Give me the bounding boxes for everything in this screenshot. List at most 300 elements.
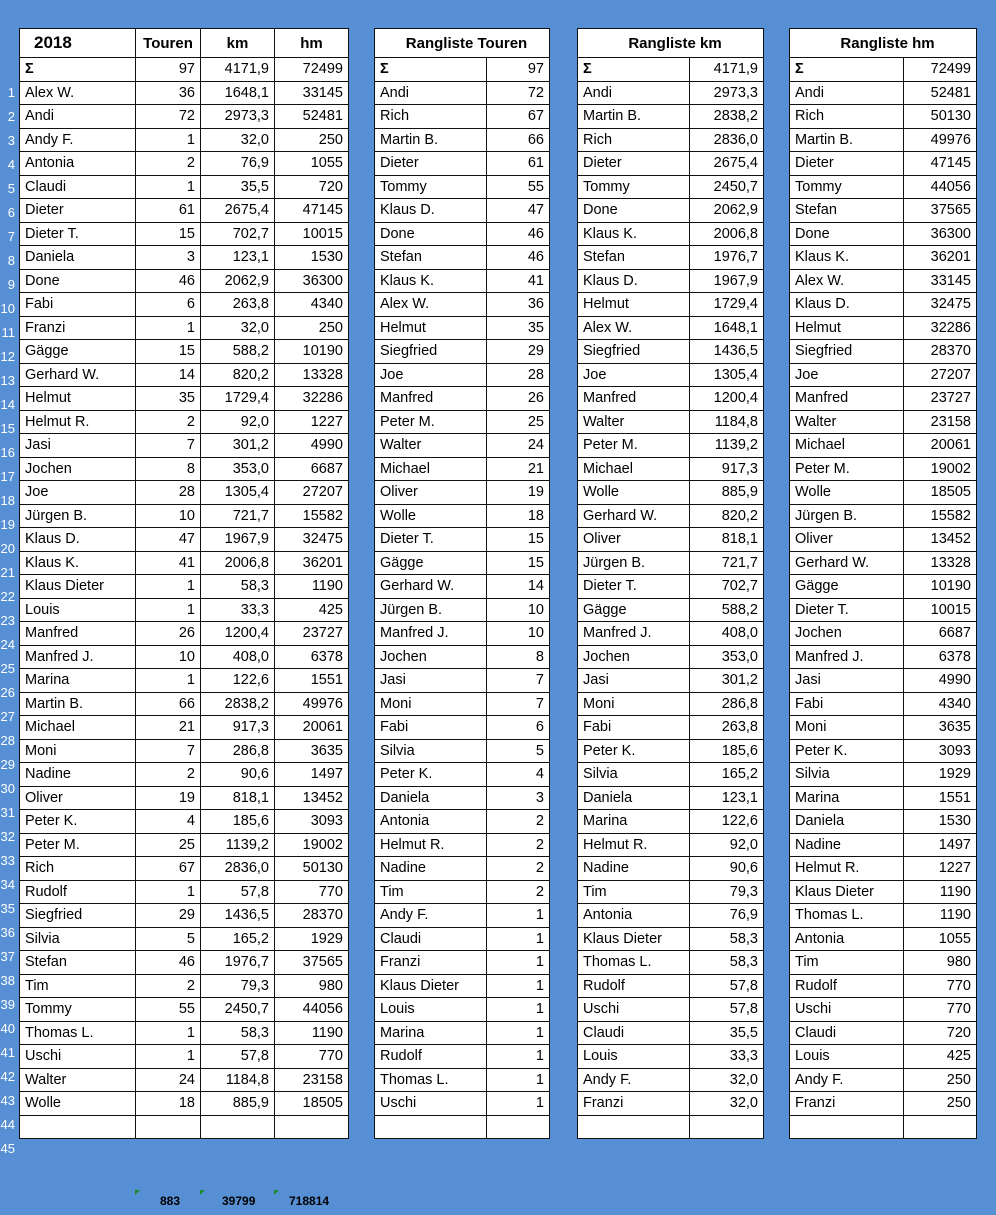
km-cell[interactable] <box>201 1115 275 1139</box>
rank-value-cell[interactable]: 61 <box>487 152 550 176</box>
rank-value-cell[interactable]: 6687 <box>904 622 977 646</box>
rank-value-cell[interactable]: 2450,7 <box>690 175 764 199</box>
rank-value-cell[interactable]: 76,9 <box>690 904 764 928</box>
rank-value-cell[interactable]: 19 <box>487 481 550 505</box>
hm-cell[interactable]: 770 <box>275 880 349 904</box>
name-cell[interactable]: Done <box>20 269 136 293</box>
rank-value-cell[interactable]: 47145 <box>904 152 977 176</box>
rank-name-cell[interactable]: Dieter <box>790 152 904 176</box>
header-hm[interactable]: hm <box>275 29 349 58</box>
rank-name-cell[interactable]: Siegfried <box>375 340 487 364</box>
rank-name-cell[interactable]: Daniela <box>375 786 487 810</box>
touren-cell[interactable]: 55 <box>136 998 201 1022</box>
rank-value-cell[interactable]: 1967,9 <box>690 269 764 293</box>
rank-value-cell[interactable]: 18 <box>487 504 550 528</box>
rank-name-cell[interactable]: Thomas L. <box>375 1068 487 1092</box>
rank-value-cell[interactable]: 32475 <box>904 293 977 317</box>
rank-value-cell[interactable]: 770 <box>904 974 977 998</box>
rank-name-cell[interactable]: Rudolf <box>375 1045 487 1069</box>
rank-name-cell[interactable]: Wolle <box>578 481 690 505</box>
rank-name-cell[interactable]: Rich <box>578 128 690 152</box>
rank-name-cell[interactable]: Antonia <box>375 810 487 834</box>
rank-value-cell[interactable]: 10 <box>487 598 550 622</box>
km-cell[interactable]: 58,3 <box>201 575 275 599</box>
rank-name-cell[interactable]: Jochen <box>790 622 904 646</box>
hm-cell[interactable]: 32286 <box>275 387 349 411</box>
name-cell[interactable]: Daniela <box>20 246 136 270</box>
rank-name-cell[interactable]: Helmut <box>578 293 690 317</box>
rank-name-cell[interactable]: Martin B. <box>578 105 690 129</box>
touren-cell[interactable]: 2 <box>136 974 201 998</box>
name-cell[interactable]: Thomas L. <box>20 1021 136 1045</box>
rank-value-cell[interactable]: 15582 <box>904 504 977 528</box>
rank-name-cell[interactable]: Marina <box>375 1021 487 1045</box>
hm-cell[interactable]: 1551 <box>275 669 349 693</box>
rank-name-cell[interactable]: Louis <box>375 998 487 1022</box>
rank-name-cell[interactable]: Claudi <box>790 1021 904 1045</box>
rank-km-sum-symbol[interactable]: Σ <box>578 58 690 82</box>
name-cell[interactable]: Dieter <box>20 199 136 223</box>
rank-name-cell[interactable]: Gägge <box>578 598 690 622</box>
rank-name-cell[interactable]: Moni <box>578 692 690 716</box>
rank-value-cell[interactable]: 2062,9 <box>690 199 764 223</box>
rank-value-cell[interactable]: 1436,5 <box>690 340 764 364</box>
name-cell[interactable]: Jochen <box>20 457 136 481</box>
rank-name-cell[interactable]: Joe <box>790 363 904 387</box>
touren-cell[interactable]: 35 <box>136 387 201 411</box>
touren-cell[interactable]: 46 <box>136 951 201 975</box>
rank-value-cell[interactable]: 2 <box>487 857 550 881</box>
touren-cell[interactable]: 7 <box>136 739 201 763</box>
rank-name-cell[interactable]: Done <box>790 222 904 246</box>
rank-name-cell[interactable]: Helmut <box>375 316 487 340</box>
hm-cell[interactable]: 770 <box>275 1045 349 1069</box>
rank-value-cell[interactable]: 57,8 <box>690 998 764 1022</box>
rank-value-cell[interactable]: 4340 <box>904 692 977 716</box>
rank-name-cell[interactable]: Stefan <box>375 246 487 270</box>
rank-name-cell[interactable]: Klaus D. <box>578 269 690 293</box>
rank-value-cell[interactable]: 917,3 <box>690 457 764 481</box>
rank-value-cell[interactable]: 90,6 <box>690 857 764 881</box>
hm-cell[interactable] <box>275 1115 349 1139</box>
rank-name-cell[interactable]: Franzi <box>375 951 487 975</box>
rank-name-cell[interactable]: Nadine <box>578 857 690 881</box>
touren-cell[interactable]: 2 <box>136 410 201 434</box>
rank-name-cell[interactable]: Oliver <box>578 528 690 552</box>
header-touren[interactable]: Touren <box>136 29 201 58</box>
rank-name-cell[interactable]: Louis <box>578 1045 690 1069</box>
rank-name-cell[interactable]: Dieter T. <box>790 598 904 622</box>
km-cell[interactable]: 286,8 <box>201 739 275 763</box>
rank-value-cell[interactable]: 37565 <box>904 199 977 223</box>
rank-name-cell[interactable]: Claudi <box>578 1021 690 1045</box>
rank-value-cell[interactable]: 72 <box>487 81 550 105</box>
hm-cell[interactable]: 6378 <box>275 645 349 669</box>
touren-cell[interactable]: 1 <box>136 175 201 199</box>
rank-value-cell[interactable] <box>487 1115 550 1139</box>
rank-value-cell[interactable]: 58,3 <box>690 927 764 951</box>
touren-cell[interactable]: 67 <box>136 857 201 881</box>
rank-value-cell[interactable]: 165,2 <box>690 763 764 787</box>
rank-name-cell[interactable]: Moni <box>790 716 904 740</box>
rank-name-cell[interactable]: Gerhard W. <box>790 551 904 575</box>
rank-name-cell[interactable]: Klaus D. <box>790 293 904 317</box>
rank-name-cell[interactable]: Martin B. <box>790 128 904 152</box>
hm-cell[interactable]: 250 <box>275 316 349 340</box>
km-cell[interactable]: 721,7 <box>201 504 275 528</box>
rank-name-cell[interactable]: Jürgen B. <box>578 551 690 575</box>
rank-value-cell[interactable]: 32286 <box>904 316 977 340</box>
rank-value-cell[interactable]: 47 <box>487 199 550 223</box>
rank-name-cell[interactable]: Walter <box>790 410 904 434</box>
km-cell[interactable]: 2973,3 <box>201 105 275 129</box>
rank-value-cell[interactable]: 52481 <box>904 81 977 105</box>
rank-touren-sum-value[interactable]: 97 <box>487 58 550 82</box>
rank-name-cell[interactable]: Alex W. <box>578 316 690 340</box>
hm-cell[interactable]: 18505 <box>275 1092 349 1116</box>
km-cell[interactable]: 1967,9 <box>201 528 275 552</box>
rank-value-cell[interactable]: 35,5 <box>690 1021 764 1045</box>
km-cell[interactable]: 1305,4 <box>201 481 275 505</box>
rank-touren-title[interactable]: Rangliste Touren <box>375 29 550 58</box>
rank-value-cell[interactable]: 10 <box>487 622 550 646</box>
rank-value-cell[interactable]: 1184,8 <box>690 410 764 434</box>
rank-value-cell[interactable]: 1055 <box>904 927 977 951</box>
rank-name-cell[interactable]: Wolle <box>790 481 904 505</box>
rank-value-cell[interactable]: 92,0 <box>690 833 764 857</box>
rank-name-cell[interactable]: Oliver <box>790 528 904 552</box>
touren-cell[interactable]: 25 <box>136 833 201 857</box>
rank-name-cell[interactable]: Tim <box>790 951 904 975</box>
hm-cell[interactable]: 36201 <box>275 551 349 575</box>
rank-name-cell[interactable]: Jochen <box>578 645 690 669</box>
rank-value-cell[interactable]: 26 <box>487 387 550 411</box>
rank-value-cell[interactable]: 66 <box>487 128 550 152</box>
km-cell[interactable]: 353,0 <box>201 457 275 481</box>
hm-cell[interactable]: 10015 <box>275 222 349 246</box>
rank-value-cell[interactable]: 1530 <box>904 810 977 834</box>
rank-name-cell[interactable]: Fabi <box>790 692 904 716</box>
name-cell[interactable]: Wolle <box>20 1092 136 1116</box>
rank-value-cell[interactable]: 58,3 <box>690 951 764 975</box>
rank-value-cell[interactable]: 1190 <box>904 880 977 904</box>
name-cell[interactable]: Jasi <box>20 434 136 458</box>
rank-name-cell[interactable]: Gägge <box>790 575 904 599</box>
rank-value-cell[interactable]: 1 <box>487 927 550 951</box>
name-cell[interactable]: Gerhard W. <box>20 363 136 387</box>
km-cell[interactable]: 122,6 <box>201 669 275 693</box>
rank-name-cell[interactable]: Rudolf <box>790 974 904 998</box>
name-cell[interactable]: Andi <box>20 105 136 129</box>
rank-name-cell[interactable]: Walter <box>375 434 487 458</box>
rank-value-cell[interactable]: 1976,7 <box>690 246 764 270</box>
rank-value-cell[interactable]: 1139,2 <box>690 434 764 458</box>
hm-cell[interactable]: 1227 <box>275 410 349 434</box>
rank-value-cell[interactable]: 50130 <box>904 105 977 129</box>
rank-value-cell[interactable]: 28370 <box>904 340 977 364</box>
rank-name-cell[interactable]: Done <box>375 222 487 246</box>
km-cell[interactable]: 33,3 <box>201 598 275 622</box>
name-cell[interactable] <box>20 1115 136 1139</box>
touren-cell[interactable]: 10 <box>136 504 201 528</box>
rank-name-cell[interactable]: Marina <box>578 810 690 834</box>
rank-name-cell[interactable]: Stefan <box>578 246 690 270</box>
name-cell[interactable]: Helmut <box>20 387 136 411</box>
hm-cell[interactable]: 20061 <box>275 716 349 740</box>
name-cell[interactable]: Rudolf <box>20 880 136 904</box>
touren-cell[interactable]: 72 <box>136 105 201 129</box>
rank-name-cell[interactable]: Michael <box>375 457 487 481</box>
km-cell[interactable]: 2450,7 <box>201 998 275 1022</box>
rank-name-cell[interactable]: Wolle <box>375 504 487 528</box>
rank-name-cell[interactable]: Klaus D. <box>375 199 487 223</box>
touren-cell[interactable]: 18 <box>136 1092 201 1116</box>
hm-cell[interactable]: 1055 <box>275 152 349 176</box>
rank-value-cell[interactable]: 820,2 <box>690 504 764 528</box>
hm-cell[interactable]: 425 <box>275 598 349 622</box>
sum-touren[interactable]: 97 <box>136 58 201 82</box>
touren-cell[interactable]: 1 <box>136 1021 201 1045</box>
rank-value-cell[interactable]: 41 <box>487 269 550 293</box>
rank-value-cell[interactable]: 2 <box>487 833 550 857</box>
rank-name-cell[interactable]: Andy F. <box>790 1068 904 1092</box>
rank-name-cell[interactable]: Tommy <box>790 175 904 199</box>
km-cell[interactable]: 818,1 <box>201 786 275 810</box>
hm-cell[interactable]: 10190 <box>275 340 349 364</box>
rank-value-cell[interactable]: 250 <box>904 1068 977 1092</box>
rank-value-cell[interactable]: 36 <box>487 293 550 317</box>
km-cell[interactable]: 885,9 <box>201 1092 275 1116</box>
rank-value-cell[interactable]: 6378 <box>904 645 977 669</box>
touren-cell[interactable]: 1 <box>136 575 201 599</box>
rank-value-cell[interactable]: 1227 <box>904 857 977 881</box>
rank-name-cell[interactable]: Moni <box>375 692 487 716</box>
touren-cell[interactable]: 1 <box>136 316 201 340</box>
rank-value-cell[interactable]: 1 <box>487 1068 550 1092</box>
km-cell[interactable]: 2006,8 <box>201 551 275 575</box>
km-cell[interactable]: 301,2 <box>201 434 275 458</box>
km-cell[interactable]: 820,2 <box>201 363 275 387</box>
rank-value-cell[interactable]: 425 <box>904 1045 977 1069</box>
hm-cell[interactable]: 50130 <box>275 857 349 881</box>
hm-cell[interactable]: 1190 <box>275 575 349 599</box>
rank-value-cell[interactable]: 25 <box>487 410 550 434</box>
rank-name-cell[interactable]: Peter K. <box>790 739 904 763</box>
rank-name-cell[interactable]: Louis <box>790 1045 904 1069</box>
rank-value-cell[interactable]: 2 <box>487 880 550 904</box>
rank-touren-sum-symbol[interactable]: Σ <box>375 58 487 82</box>
rank-name-cell[interactable]: Dieter <box>578 152 690 176</box>
rank-name-cell[interactable]: Tim <box>375 880 487 904</box>
rank-name-cell[interactable]: Helmut R. <box>375 833 487 857</box>
rank-name-cell[interactable]: Klaus K. <box>578 222 690 246</box>
touren-cell[interactable]: 2 <box>136 763 201 787</box>
km-cell[interactable]: 263,8 <box>201 293 275 317</box>
hm-cell[interactable]: 1497 <box>275 763 349 787</box>
rank-value-cell[interactable]: 4 <box>487 763 550 787</box>
hm-cell[interactable]: 33145 <box>275 81 349 105</box>
rank-name-cell[interactable]: Daniela <box>578 786 690 810</box>
rank-value-cell[interactable]: 3 <box>487 786 550 810</box>
rank-value-cell[interactable]: 13452 <box>904 528 977 552</box>
rank-value-cell[interactable]: 24 <box>487 434 550 458</box>
rank-name-cell[interactable] <box>375 1115 487 1139</box>
name-cell[interactable]: Siegfried <box>20 904 136 928</box>
rank-value-cell[interactable]: 8 <box>487 645 550 669</box>
hm-cell[interactable]: 23158 <box>275 1068 349 1092</box>
name-cell[interactable]: Fabi <box>20 293 136 317</box>
rank-value-cell[interactable] <box>904 1115 977 1139</box>
name-cell[interactable]: Oliver <box>20 786 136 810</box>
name-cell[interactable]: Franzi <box>20 316 136 340</box>
km-cell[interactable]: 1729,4 <box>201 387 275 411</box>
rank-name-cell[interactable]: Nadine <box>375 857 487 881</box>
rank-name-cell[interactable]: Dieter T. <box>375 528 487 552</box>
rank-value-cell[interactable]: 14 <box>487 575 550 599</box>
rank-value-cell[interactable]: 2 <box>487 810 550 834</box>
rank-name-cell[interactable]: Jochen <box>375 645 487 669</box>
rank-name-cell[interactable]: Stefan <box>790 199 904 223</box>
rank-name-cell[interactable]: Alex W. <box>790 269 904 293</box>
touren-cell[interactable]: 28 <box>136 481 201 505</box>
hm-cell[interactable]: 27207 <box>275 481 349 505</box>
rank-name-cell[interactable]: Uschi <box>578 998 690 1022</box>
name-cell[interactable]: Klaus D. <box>20 528 136 552</box>
km-cell[interactable]: 165,2 <box>201 927 275 951</box>
rank-name-cell[interactable]: Uschi <box>375 1092 487 1116</box>
touren-cell[interactable]: 14 <box>136 363 201 387</box>
km-cell[interactable]: 57,8 <box>201 880 275 904</box>
sum-km[interactable]: 4171,9 <box>201 58 275 82</box>
hm-cell[interactable]: 23727 <box>275 622 349 646</box>
km-cell[interactable]: 35,5 <box>201 175 275 199</box>
rank-name-cell[interactable]: Gerhard W. <box>375 575 487 599</box>
rank-value-cell[interactable]: 3635 <box>904 716 977 740</box>
name-cell[interactable]: Gägge <box>20 340 136 364</box>
touren-cell[interactable]: 66 <box>136 692 201 716</box>
name-cell[interactable]: Tommy <box>20 998 136 1022</box>
name-cell[interactable]: Peter K. <box>20 810 136 834</box>
name-cell[interactable]: Klaus K. <box>20 551 136 575</box>
rank-name-cell[interactable]: Jürgen B. <box>375 598 487 622</box>
rank-value-cell[interactable]: 2838,2 <box>690 105 764 129</box>
rank-value-cell[interactable]: 29 <box>487 340 550 364</box>
rank-name-cell[interactable]: Joe <box>578 363 690 387</box>
name-cell[interactable]: Tim <box>20 974 136 998</box>
total-touren[interactable]: 883 <box>160 1194 181 1208</box>
hm-cell[interactable]: 250 <box>275 128 349 152</box>
year-cell[interactable]: 2018 <box>20 29 136 58</box>
rank-value-cell[interactable]: 885,9 <box>690 481 764 505</box>
touren-cell[interactable]: 1 <box>136 598 201 622</box>
rank-value-cell[interactable]: 33145 <box>904 269 977 293</box>
name-cell[interactable]: Dieter T. <box>20 222 136 246</box>
rank-value-cell[interactable]: 720 <box>904 1021 977 1045</box>
hm-cell[interactable]: 36300 <box>275 269 349 293</box>
rank-name-cell[interactable]: Tommy <box>578 175 690 199</box>
rank-value-cell[interactable]: 721,7 <box>690 551 764 575</box>
km-cell[interactable]: 79,3 <box>201 974 275 998</box>
hm-cell[interactable]: 4340 <box>275 293 349 317</box>
name-cell[interactable]: Peter M. <box>20 833 136 857</box>
rank-value-cell[interactable]: 5 <box>487 739 550 763</box>
hm-cell[interactable]: 3635 <box>275 739 349 763</box>
km-cell[interactable]: 90,6 <box>201 763 275 787</box>
rank-value-cell[interactable]: 286,8 <box>690 692 764 716</box>
total-hm[interactable]: 718814 <box>289 1194 330 1208</box>
touren-cell[interactable]: 2 <box>136 152 201 176</box>
rank-name-cell[interactable]: Fabi <box>375 716 487 740</box>
name-cell[interactable]: Nadine <box>20 763 136 787</box>
rank-name-cell[interactable]: Antonia <box>790 927 904 951</box>
rank-value-cell[interactable]: 23727 <box>904 387 977 411</box>
rank-name-cell[interactable]: Silvia <box>790 763 904 787</box>
rank-value-cell[interactable]: 46 <box>487 222 550 246</box>
name-cell[interactable]: Jürgen B. <box>20 504 136 528</box>
rank-value-cell[interactable]: 588,2 <box>690 598 764 622</box>
rank-name-cell[interactable]: Daniela <box>790 810 904 834</box>
rank-value-cell[interactable]: 7 <box>487 669 550 693</box>
rank-value-cell[interactable]: 33,3 <box>690 1045 764 1069</box>
km-cell[interactable]: 2675,4 <box>201 199 275 223</box>
rank-value-cell[interactable]: 27207 <box>904 363 977 387</box>
rank-value-cell[interactable]: 1 <box>487 951 550 975</box>
rank-name-cell[interactable]: Klaus K. <box>790 246 904 270</box>
rank-km-sum-value[interactable]: 4171,9 <box>690 58 764 82</box>
rank-value-cell[interactable]: 1305,4 <box>690 363 764 387</box>
rank-hm-sum-symbol[interactable]: Σ <box>790 58 904 82</box>
name-cell[interactable]: Silvia <box>20 927 136 951</box>
km-cell[interactable]: 57,8 <box>201 1045 275 1069</box>
rank-name-cell[interactable]: Rich <box>375 105 487 129</box>
hm-cell[interactable]: 1190 <box>275 1021 349 1045</box>
rank-value-cell[interactable]: 28 <box>487 363 550 387</box>
touren-cell[interactable]: 6 <box>136 293 201 317</box>
name-cell[interactable]: Marina <box>20 669 136 693</box>
km-cell[interactable]: 1436,5 <box>201 904 275 928</box>
name-cell[interactable]: Walter <box>20 1068 136 1092</box>
hm-cell[interactable]: 47145 <box>275 199 349 223</box>
touren-cell[interactable]: 36 <box>136 81 201 105</box>
rank-value-cell[interactable]: 1 <box>487 998 550 1022</box>
hm-cell[interactable]: 49976 <box>275 692 349 716</box>
rank-name-cell[interactable]: Andi <box>375 81 487 105</box>
rank-name-cell[interactable]: Manfred J. <box>578 622 690 646</box>
rank-value-cell[interactable]: 36300 <box>904 222 977 246</box>
rank-name-cell[interactable]: Tommy <box>375 175 487 199</box>
rank-name-cell[interactable]: Uschi <box>790 998 904 1022</box>
touren-cell[interactable]: 10 <box>136 645 201 669</box>
rank-name-cell[interactable]: Franzi <box>790 1092 904 1116</box>
rank-hm-sum-value[interactable]: 72499 <box>904 58 977 82</box>
km-cell[interactable]: 123,1 <box>201 246 275 270</box>
rank-name-cell[interactable]: Manfred <box>375 387 487 411</box>
touren-cell[interactable]: 61 <box>136 199 201 223</box>
rank-value-cell[interactable]: 408,0 <box>690 622 764 646</box>
hm-cell[interactable]: 13452 <box>275 786 349 810</box>
rank-value-cell[interactable]: 770 <box>904 998 977 1022</box>
rank-name-cell[interactable]: Claudi <box>375 927 487 951</box>
km-cell[interactable]: 185,6 <box>201 810 275 834</box>
rank-name-cell[interactable]: Silvia <box>375 739 487 763</box>
rank-value-cell[interactable]: 2675,4 <box>690 152 764 176</box>
rank-value-cell[interactable]: 123,1 <box>690 786 764 810</box>
km-cell[interactable]: 32,0 <box>201 128 275 152</box>
rank-name-cell[interactable]: Tim <box>578 880 690 904</box>
rank-name-cell[interactable]: Michael <box>790 434 904 458</box>
touren-cell[interactable]: 1 <box>136 880 201 904</box>
rank-name-cell[interactable]: Walter <box>578 410 690 434</box>
